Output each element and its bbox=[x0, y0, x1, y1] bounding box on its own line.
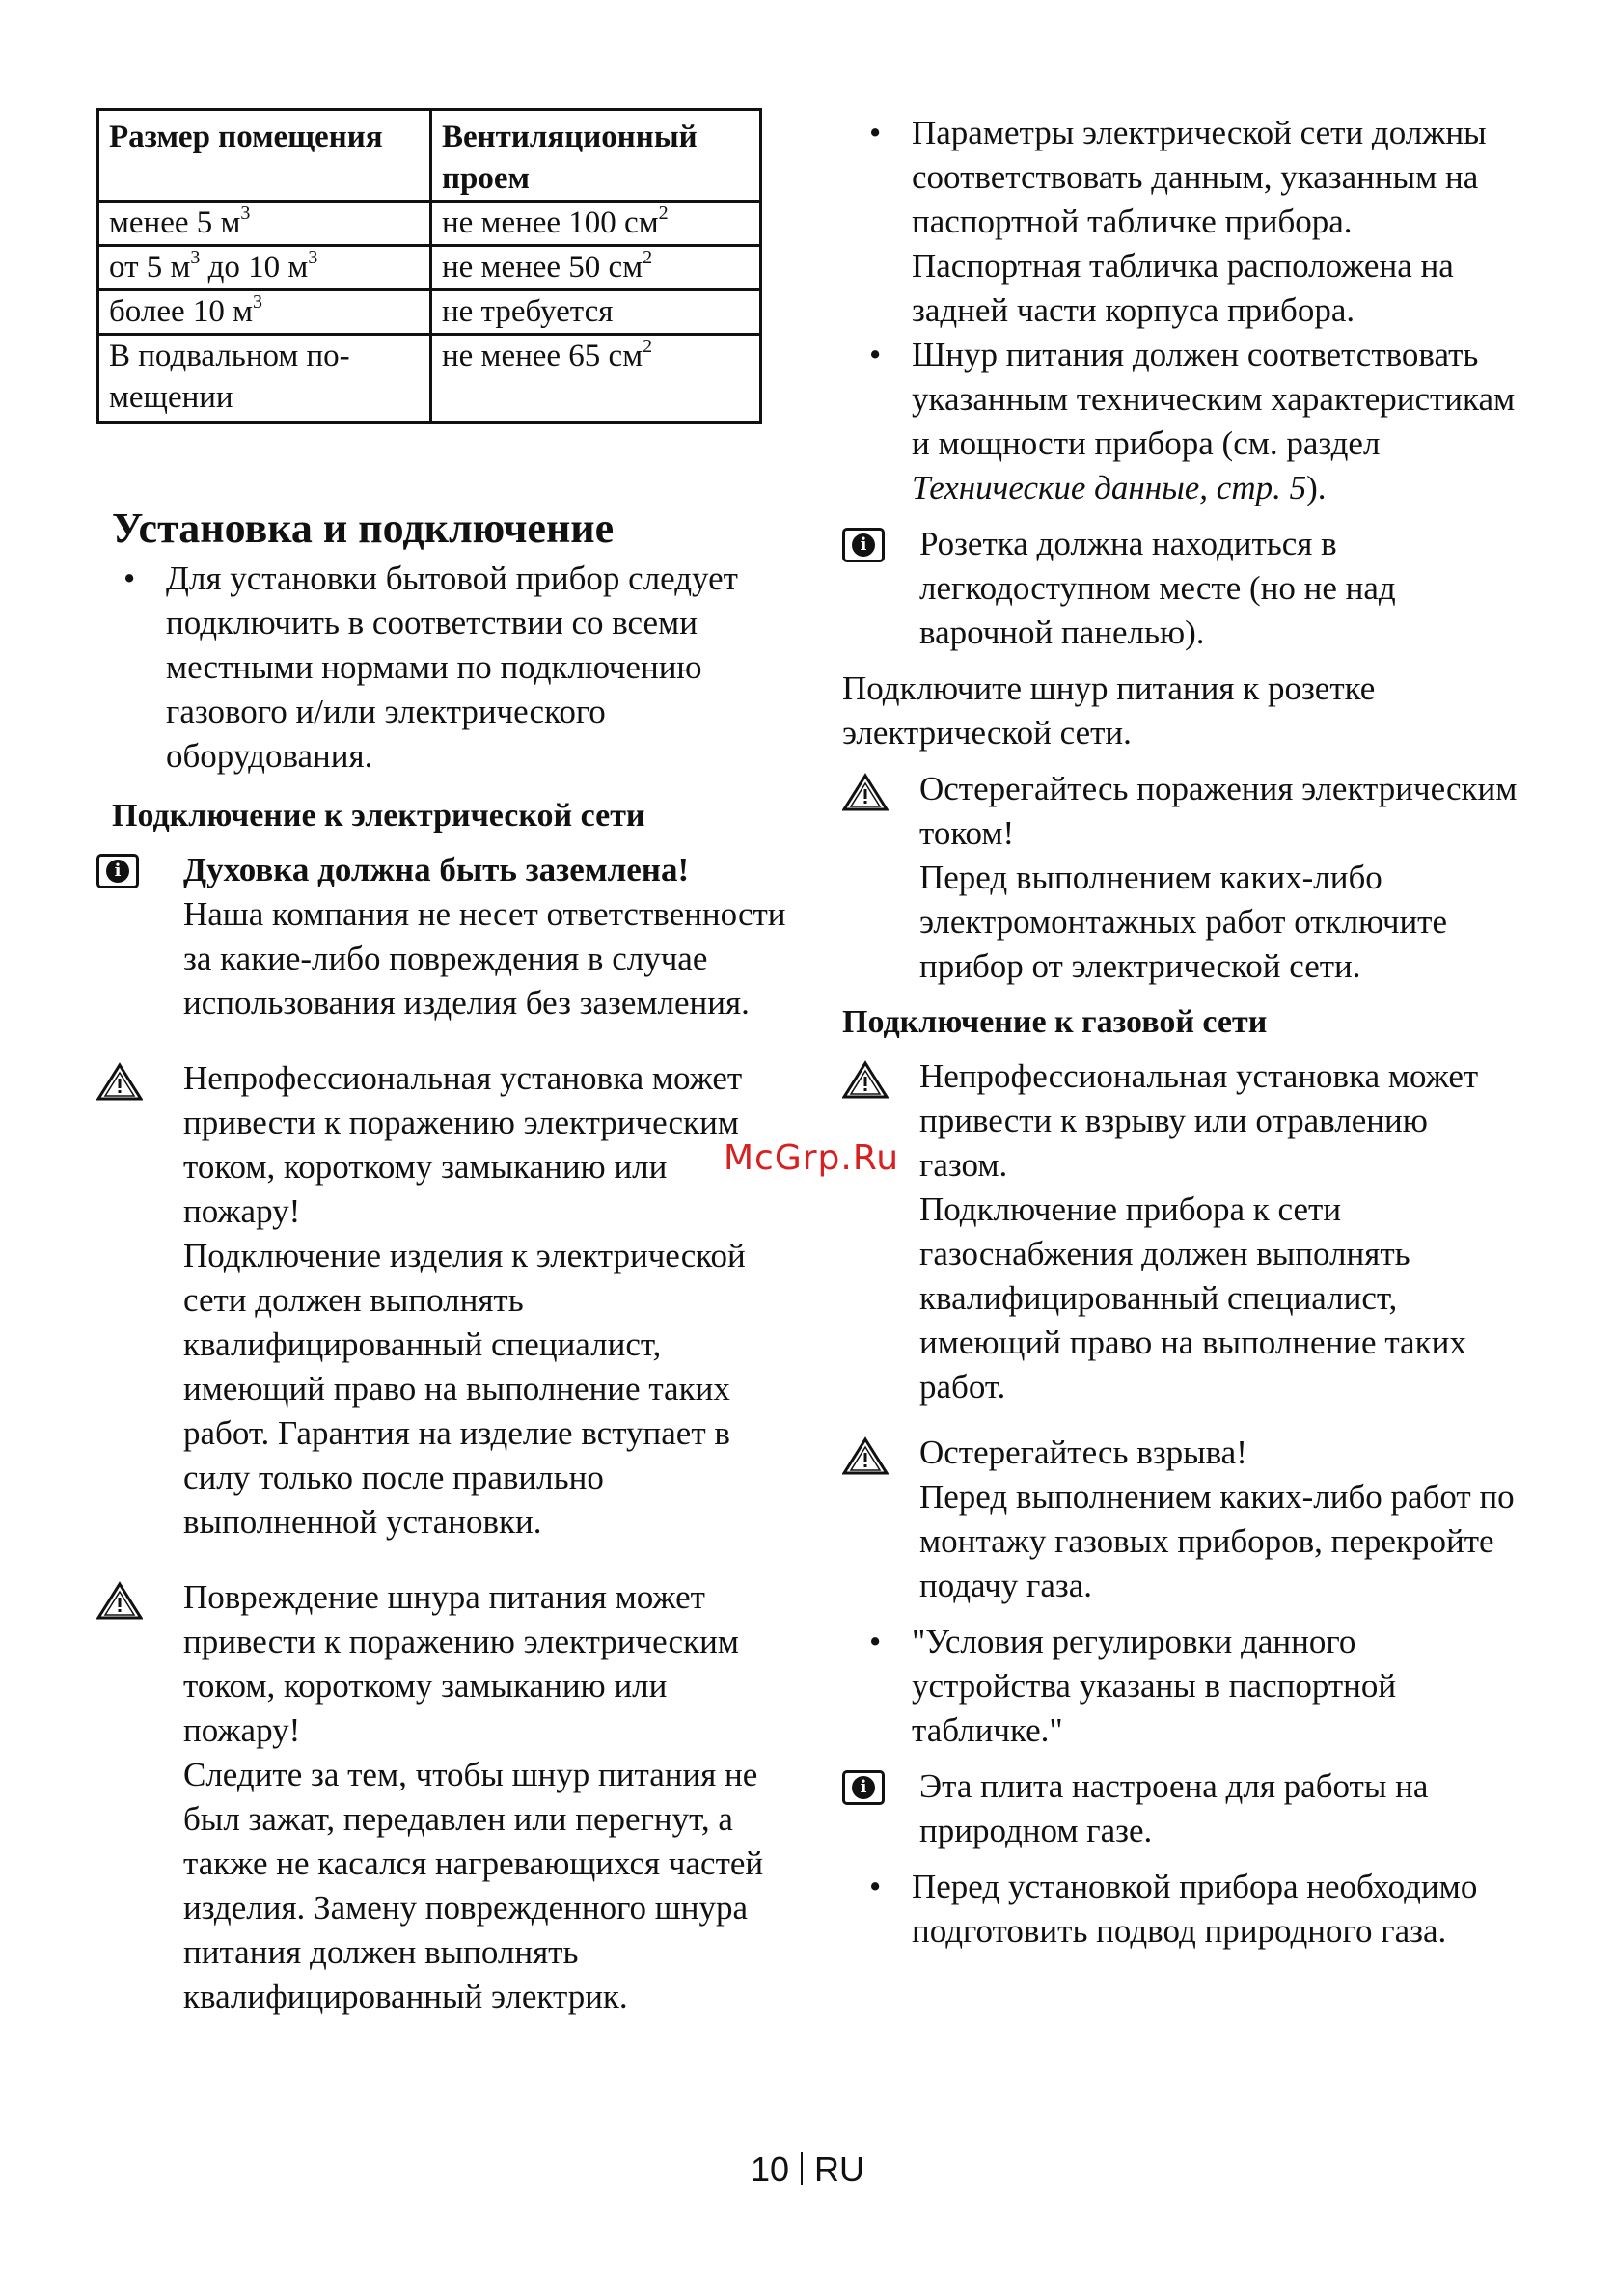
cell-room-size: от 5 м bbox=[109, 250, 191, 285]
table-row bbox=[98, 335, 761, 423]
note-text: Розетка должна находиться в легкодоступном месте (но не над варочной панелью). bbox=[919, 525, 1396, 651]
cell-superscript: 2 bbox=[643, 336, 653, 357]
bullet-icon: • bbox=[123, 560, 136, 597]
info-icon: i bbox=[96, 848, 183, 1025]
cell-room-size-tail: до 10 м bbox=[200, 250, 309, 285]
warning-note bbox=[842, 1431, 1518, 1608]
warning-icon bbox=[842, 767, 919, 989]
info-icon: i bbox=[842, 522, 919, 655]
cross-reference: Технические данные, стр. 5 bbox=[912, 469, 1307, 506]
header-vent-opening: Вентиляционный проем bbox=[431, 110, 761, 202]
warning-detail: Подключение изделия к электрической сети должен выполнять квалифицированный специалист, имеющий право на выполнение таких работ. Гарантия на изделие вступает в силу только после правильно выполненной установки. bbox=[183, 1237, 746, 1541]
bullet-text: Параметры электрической сети должны соответствовать данным, указанным на паспортной табличке прибора. Паспортная табличка расположена на задней части корпуса прибора. bbox=[912, 114, 1487, 329]
bullet-icon: • bbox=[869, 1623, 882, 1660]
list-item bbox=[842, 1620, 1518, 1753]
page-number: 10 bbox=[750, 2149, 790, 2189]
warning-text: Непрофессиональная установка может привести к поражению электрическим током, короткому замыканию или пожару! bbox=[183, 1059, 743, 1230]
language-code: RU bbox=[814, 2149, 865, 2189]
cell-superscript: 3 bbox=[190, 247, 201, 268]
list-item bbox=[842, 1865, 1518, 1954]
list-item bbox=[842, 333, 1518, 510]
table-row bbox=[98, 246, 761, 290]
info-note bbox=[842, 522, 1518, 655]
table-header-row bbox=[98, 110, 761, 202]
note-bold: Духовка должна быть заземлена! bbox=[183, 851, 690, 888]
cell-vent-opening: не менее 100 см bbox=[442, 205, 659, 240]
cell-superscript: 2 bbox=[658, 203, 669, 224]
bullet-icon: • bbox=[869, 1868, 882, 1905]
cell-superscript: 3 bbox=[308, 247, 318, 268]
warning-detail: Следите за тем, чтобы шнур питания не был зажат, передавлен или перегнут, а также не касался нагревающихся частей изделия. Замену поврежденного шнура питания должен выполнять квалифицированный электрик. bbox=[183, 1756, 764, 2015]
info-note bbox=[96, 848, 786, 1025]
cell-vent-opening: не менее 65 см bbox=[442, 339, 643, 373]
connect-paragraph: Подключите шнур питания к розетке электрической сети. bbox=[842, 670, 1376, 752]
bullet-text: Перед установкой прибора необходимо подготовить подвод природного газа. bbox=[912, 1868, 1478, 1950]
footer-divider bbox=[801, 2152, 803, 2185]
warning-text: Остерегайтесь поражения электрическим током! bbox=[919, 770, 1518, 852]
cell-vent-opening: не требуется bbox=[442, 294, 614, 329]
cell-superscript: 3 bbox=[253, 291, 262, 313]
section-title: Установка и подключение bbox=[112, 505, 615, 552]
bullet-text: Шнур питания должен соответствовать указанным техническим характеристикам и мощности прибора (см. раздел bbox=[912, 336, 1516, 462]
warning-text: Повреждение шнура питания может привести к поражению электрическим током, короткому замыканию или пожару! bbox=[183, 1578, 739, 1749]
bullet-text: Для установки бытовой прибор следует подключить в соответствии со всеми местными нормами по подключению газового и/или электрического оборудования. bbox=[166, 560, 738, 775]
warning-icon bbox=[842, 1431, 919, 1608]
warning-note bbox=[842, 1054, 1518, 1409]
right-column bbox=[842, 111, 1518, 1954]
page-footer bbox=[0, 2149, 1615, 2190]
cell-room-size: менее 5 м bbox=[109, 205, 241, 240]
info-icon: i bbox=[842, 1764, 919, 1853]
bullet-icon: • bbox=[869, 114, 882, 151]
warning-icon bbox=[96, 1056, 183, 1544]
left-column bbox=[96, 108, 786, 2019]
header-room-size: Размер помещения bbox=[98, 110, 431, 202]
table-row bbox=[98, 202, 761, 246]
cell-vent-opening: не менее 50 см bbox=[442, 250, 643, 285]
note-text: Эта плита настроена для работы на природном газе. bbox=[919, 1767, 1429, 1849]
bullet-text: "Условия регулировки данного устройства указаны в паспортной табличке." bbox=[912, 1623, 1397, 1749]
warning-text: Остерегайтесь взрыва! bbox=[919, 1434, 1247, 1471]
info-note bbox=[842, 1764, 1518, 1853]
warning-detail: Перед выполнением каких-либо электромонтажных работ отключите прибор от электрической сети. bbox=[919, 859, 1448, 985]
bullet-icon: • bbox=[869, 336, 882, 373]
warning-icon bbox=[96, 1575, 183, 2019]
cell-superscript: 3 bbox=[240, 203, 251, 224]
cell-room-size: более 10 м bbox=[109, 294, 253, 329]
warning-note bbox=[842, 767, 1518, 989]
warning-detail: Подключение прибора к сети газоснабжения должен выполнять квалифицированный специалист, имеющий право на выполнение таких работ. bbox=[919, 1190, 1466, 1406]
warning-detail: Перед выполнением каких-либо работ по монтажу газовых приборов, перекройте подачу газа. bbox=[919, 1478, 1515, 1604]
cell-room-size: В подвальном по-мещении bbox=[109, 339, 350, 415]
watermark: McGrp.Ru bbox=[724, 1138, 900, 1178]
gas-heading: Подключение к газовой сети bbox=[842, 1004, 1268, 1040]
bullet-text-end: ). bbox=[1306, 469, 1327, 506]
warning-note bbox=[96, 1056, 786, 1544]
electric-heading: Подключение к электрической сети bbox=[112, 798, 645, 834]
list-item bbox=[96, 557, 786, 779]
warning-icon bbox=[842, 1054, 919, 1409]
table-row bbox=[98, 290, 761, 335]
note-text: Наша компания не несет ответственности за какие-либо повреждения в случае использования изделия без заземления. bbox=[183, 895, 786, 1022]
ventilation-table bbox=[96, 108, 762, 424]
warning-note bbox=[96, 1575, 786, 2019]
list-item bbox=[842, 111, 1518, 333]
cell-superscript: 2 bbox=[643, 247, 653, 268]
warning-text: Непрофессиональная установка может привести к взрыву или отравлению газом. bbox=[919, 1057, 1479, 1184]
